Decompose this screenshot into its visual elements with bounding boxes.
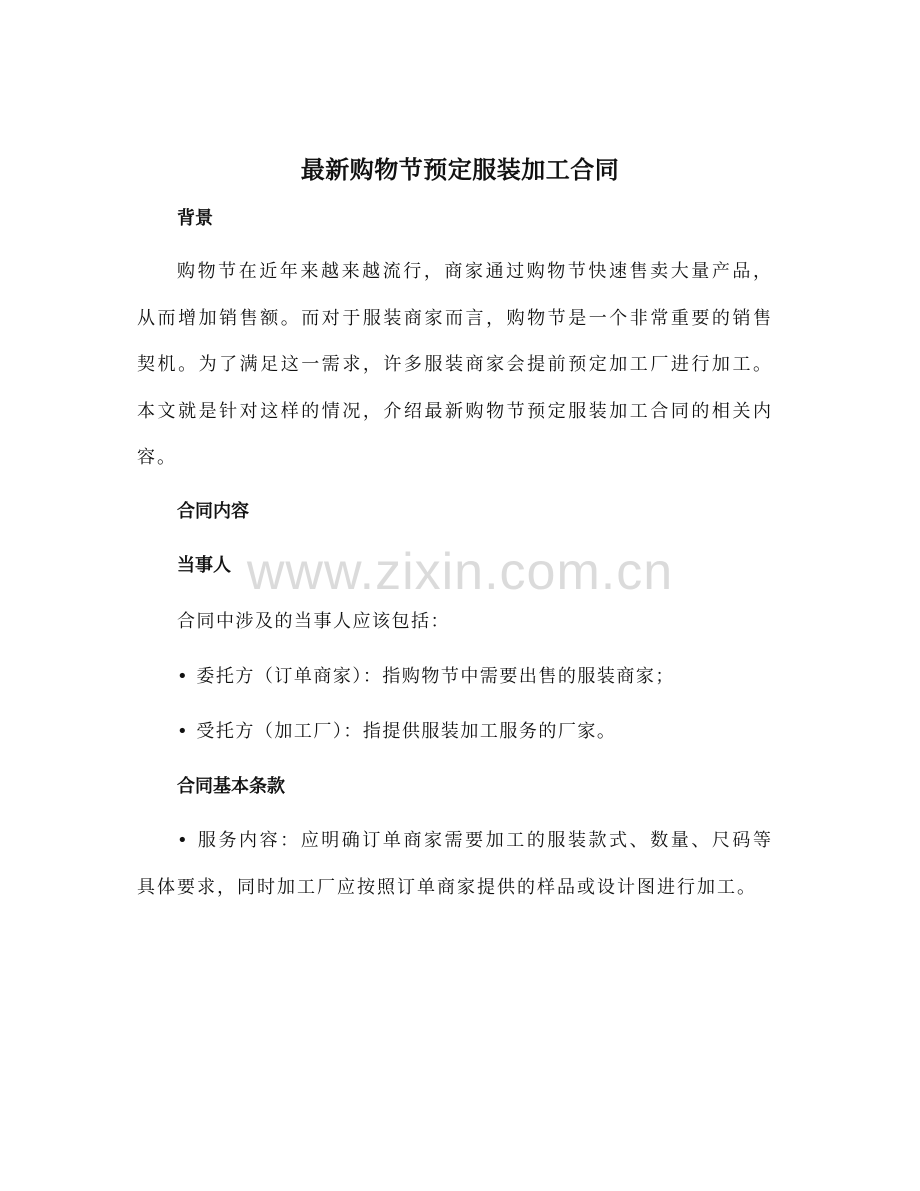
document-title: 最新购物节预定服装加工合同 (300, 156, 620, 184)
background-paragraph: 购物节在近年来越来越流行，商家通过购物节快速售卖大量产品，从而增加销售额。而对于服装商家而言，购物节是一个非常重要的销售契机。为了满足这一需求，许多服装商家会提前预定加工厂进行加工。本文就是针对这样的情况，介绍最新购物节预定服装加工合同的相关内容。 (137, 261, 773, 468)
service-content-paragraph: • 服务内容：应明确订单商家需要加工的服装款式、数量、尺码等具体要求，同时加工厂应按照订单商家提供的样品或设计图进行加工。 (137, 830, 773, 898)
parties-intro: 合同中涉及的当事人应该包括： (177, 611, 450, 632)
background-heading: 背景 (177, 208, 213, 229)
contract-content-heading: 合同内容 (177, 501, 249, 522)
parties-heading: 当事人 (177, 555, 231, 576)
party-contractor-item: • 受托方（加工厂）：指提供服装加工服务的厂家。 (177, 721, 617, 742)
basic-terms-heading: 合同基本条款 (177, 776, 285, 797)
watermark-text: www.zixin.com.cn (246, 543, 674, 601)
party-client-item: • 委托方（订单商家）：指购物节中需要出售的服装商家； (177, 666, 675, 687)
